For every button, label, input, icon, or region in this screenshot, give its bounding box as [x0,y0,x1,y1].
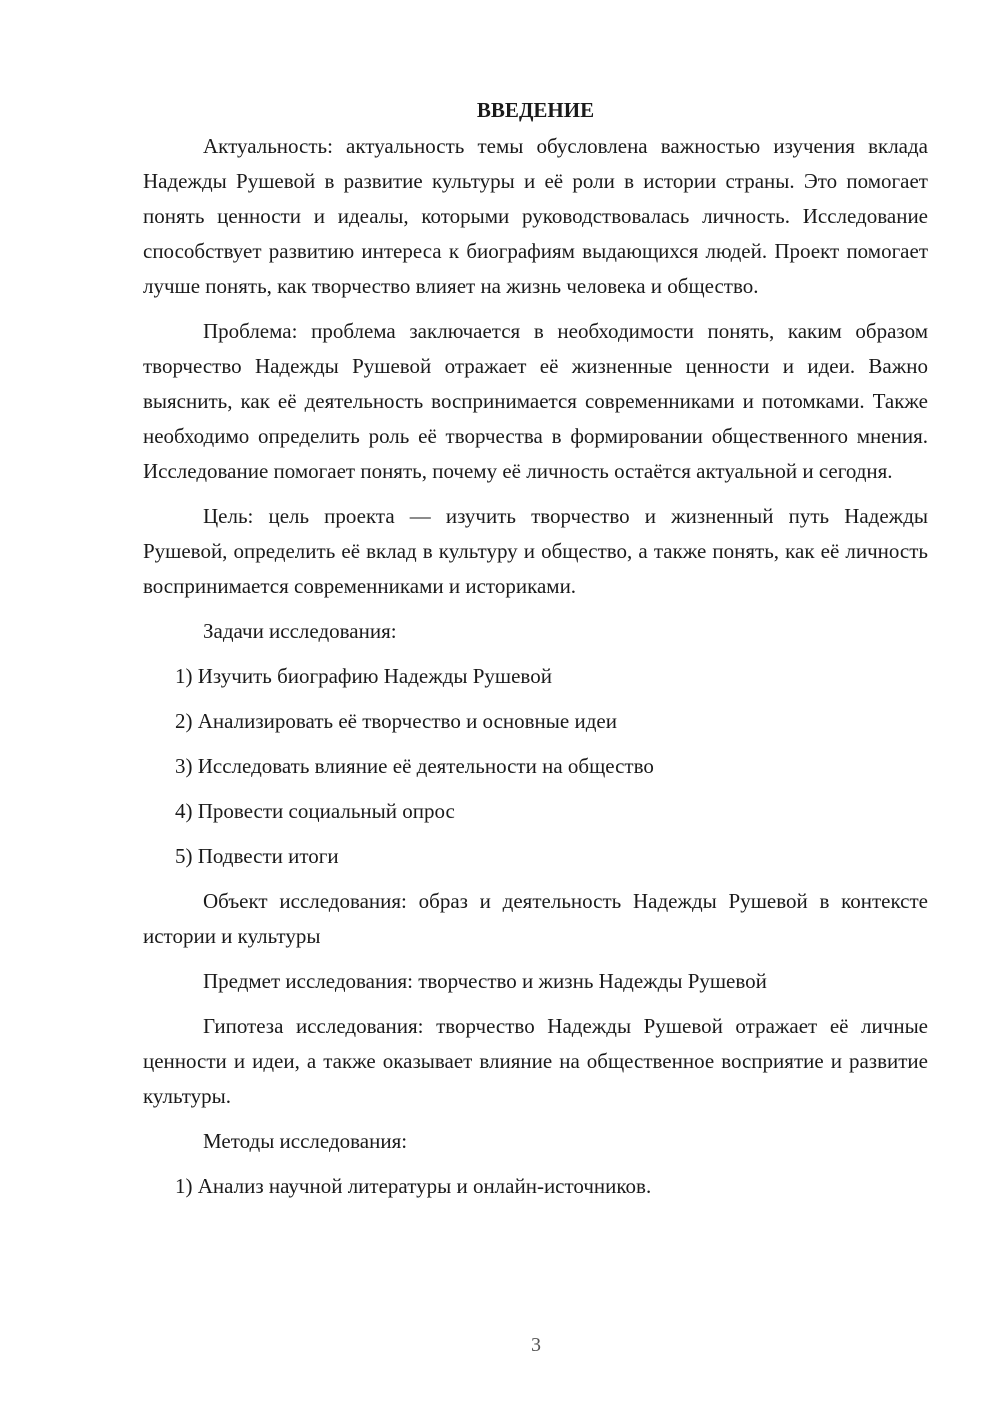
task-item: 3) Исследовать влияние её деятельности на общество [175,754,654,778]
section-title: ВВЕДЕНИЕ [476,98,595,122]
goal-paragraph: Цель: цель проекта — изучить творчество и жизненный путь Надежды Рушевой, определить её вклад в культуру и общество, а также понять, как её личность воспринимается современниками и историками. [143,504,928,598]
methods-heading: Методы исследования: [203,1129,408,1153]
task-item: 4) Провести социальный опрос [175,799,455,823]
task-item: 5) Подвести итоги [175,844,339,868]
page-number: 3 [531,1334,541,1356]
method-item: 1) Анализ научной литературы и онлайн-источников. [175,1174,652,1198]
subject-paragraph: Предмет исследования: творчество и жизнь Надежды Рушевой [203,969,767,993]
hypothesis-paragraph: Гипотеза исследования: творчество Надежды Рушевой отражает её личные ценности и идеи, а также оказывает влияние на общественное восприятие и развитие культуры. [143,1014,928,1108]
page-content [143,93,928,1204]
tasks-heading: Задачи исследования: [203,619,397,643]
object-paragraph: Объект исследования: образ и деятельность Надежды Рушевой в контексте истории и культуры [143,889,928,948]
problem-paragraph: Проблема: проблема заключается в необходимости понять, каким образом творчество Надежды Рушевой отражает её жизненные ценности и идеи. Важно выяснить, как её деятельность воспринимается современниками и потомками. Также необходимо определить роль её творчества в формировании общественного мнения. Исследование помогает понять, почему её личность остаётся актуальной и сегодня. [143,319,928,483]
task-item: 1) Изучить биографию Надежды Рушевой [175,664,552,688]
relevance-paragraph: Актуальность: актуальность темы обусловлена важностью изучения вклада Надежды Рушевой в развитие культуры и её роли в истории страны. Это помогает понять ценности и идеалы, которыми руководствовалась личность. Исследование способствует развитию интереса к биографиям выдающихся людей. Проект помогает лучше понять, как творчество влияет на жизнь человека и общество. [143,134,928,298]
task-item: 2) Анализировать её творчество и основные идеи [175,709,617,733]
